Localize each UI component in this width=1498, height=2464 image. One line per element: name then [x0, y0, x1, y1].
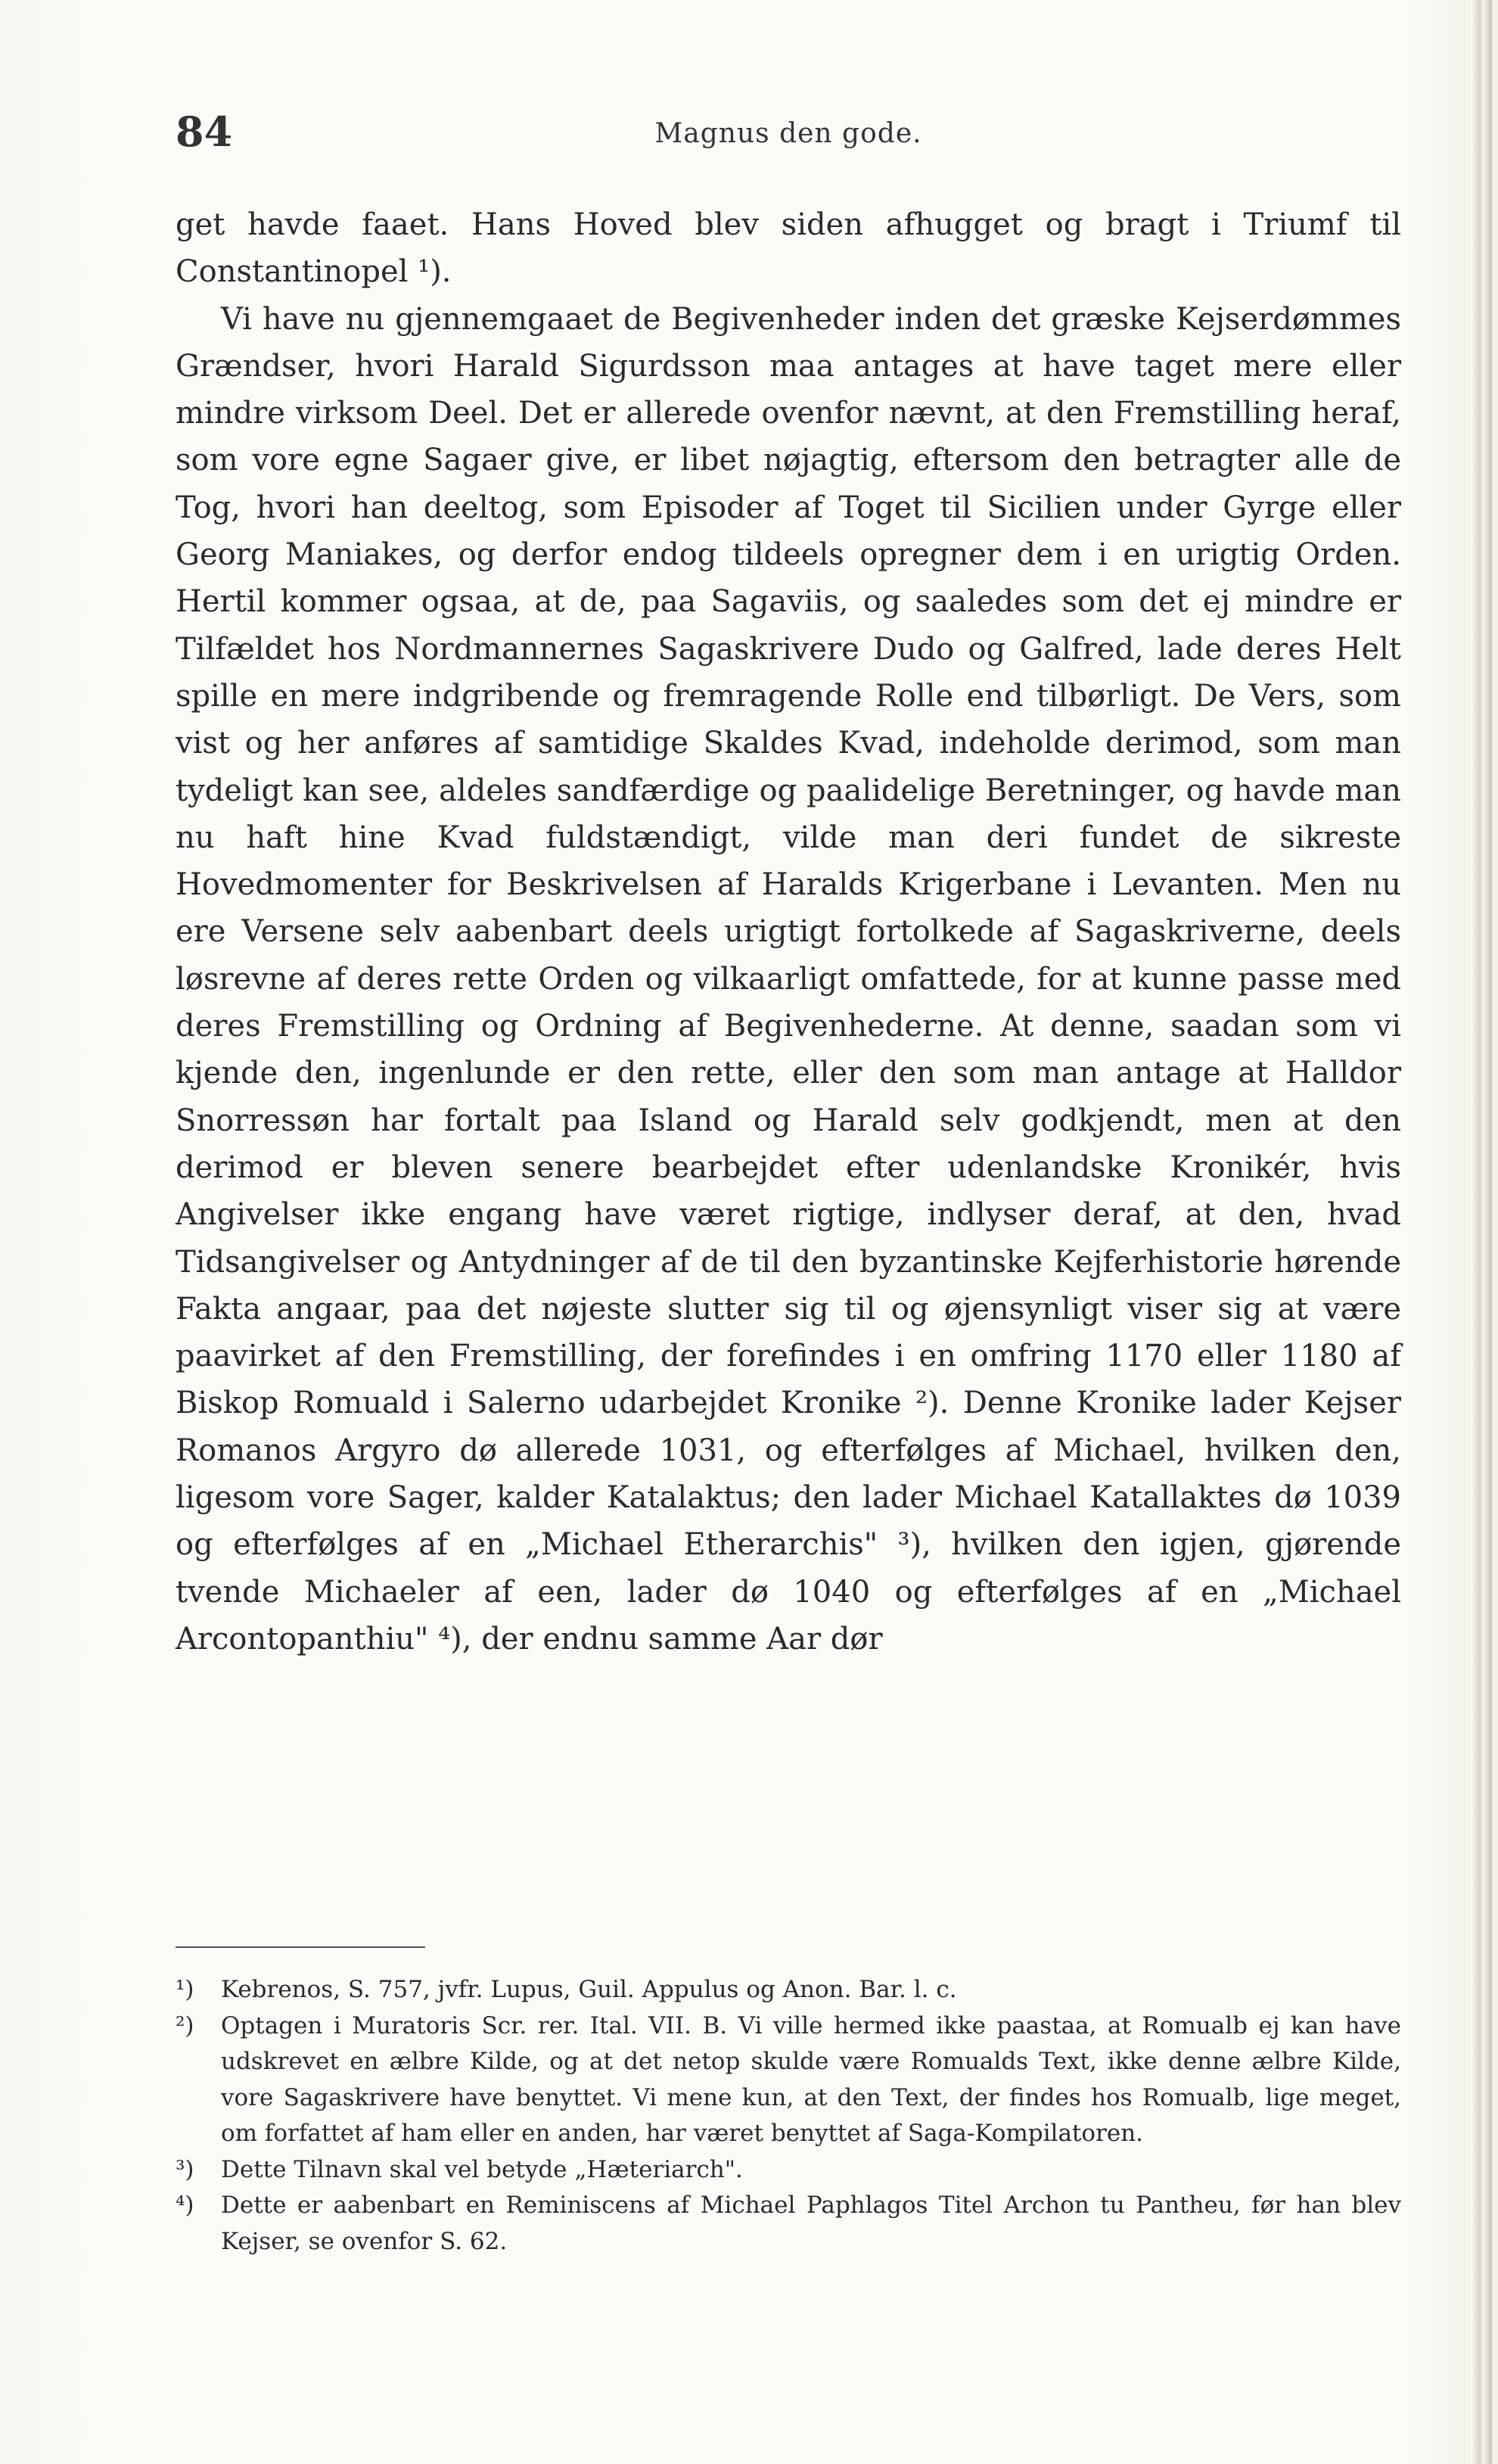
- page-header: [176, 107, 1401, 168]
- footnote: [176, 2008, 1401, 2152]
- footnote-mark: ³): [176, 2155, 194, 2183]
- footnote-mark: ¹): [176, 1976, 194, 2003]
- main-text: [176, 201, 1401, 1663]
- footnote-mark: ⁴): [176, 2192, 194, 2219]
- footnote-text: Dette Tilnavn skal vel betyde „Hæteriarch".: [221, 2155, 743, 2183]
- paragraph: get havde faaet. Hans Hoved blev siden afhugget og bragt i Triumf til Constantinopel ¹).: [176, 207, 1401, 290]
- footnotes: [176, 1972, 1401, 2260]
- running-head: Magnus den gode.: [654, 118, 922, 149]
- page-number: 84: [176, 107, 233, 156]
- footnote-mark: ²): [176, 2011, 194, 2039]
- footnote-text: Optagen i Muratoris Scr. rer. Ital. VII. B. Vi ville hermed ikke paastaa, at Romualb ej kan have udskrevet en ælbre Kilde, og at det netop skulde være Romualds Text, ikke denne ælbre Kilde, vore Sagaskrivere have benyttet. Vi mene kun, at den Text, der findes hos Romualb, lige meget, om forfattet af ham eller en anden, har været benyttet af Saga-Kompilatoren.: [221, 2011, 1401, 2147]
- footnote-text: Dette er aabenbart en Reminiscens af Michael Paphlagos Titel Archon tu Pantheu, før han blev Kejser, se ovenfor S. 62.: [221, 2192, 1401, 2255]
- footnote: [176, 2152, 1401, 2189]
- page-edge: [1471, 0, 1492, 2464]
- footnote-divider: [176, 1946, 425, 1948]
- footnote: [176, 2188, 1401, 2260]
- footnote: [176, 1972, 1401, 2008]
- paragraph: Vi have nu gjennemgaaet de Begivenheder inden det græske Kejserdømmes Grændser, hvori Harald Sigurdsson maa antages at have taget mere eller mindre virksom Deel. Det er allerede ovenfor nævnt, at den Fremstilling heraf, som vore egne Sagaer give, er libet nøjagtig, eftersom den betragter alle de Tog, hvori han deeltog, som Episoder af Toget til Sicilien under Gyrge eller Georg Maniakes, og derfor endog tildeels opregner dem i en urigtig Orden. Hertil kommer ogsaa, at de, paa Sagaviis, og saaledes som det ej mindre er Tilfældet hos Nordmannernes Sagaskrivere Dudo og Galfred, lade deres Helt spille en mere indgribende og fremragende Rolle end tilbørligt. De Vers, som vist og her anføres af samtidige Skaldes Kvad, indeholde derimod, som man tydeligt kan see, aldeles sandfærdige og paalidelige Beretninger, og havde man nu haft hine Kvad fuldstændigt, vilde man deri fundet de sikreste Hovedmomenter for Beskrivelsen af Haralds Krigerbane i Levanten. Men nu ere Versene selv aabenbart deels urigtigt fortolkede af Sagaskriverne, deels løsrevne af deres rette Orden og vilkaarligt omfattede, for at kunne passe med deres Fremstilling og Ordning af Begivenhederne. At denne, saadan som vi kjende den, ingenlunde er den rette, eller den som man antage at Halldor Snorressøn har fortalt paa Island og Harald selv godkjendt, men at den derimod er bleven senere bearbejdet efter udenlandske Kronikér, hvis Angivelser ikke engang have været rigtige, indlyser deraf, at den, hvad Tidsangivelser og Antydninger af de til den byzantinske Kejferhistorie hørende Fakta angaar, paa det nøjeste slutter sig til og øjensynligt viser sig at være paavirket af den Fremstilling, der forefindes i en omfring 1170 eller 1180 af Biskop Romuald i Salerno udarbejdet Kronike ²). Denne Kronike lader Kejser Romanos Argyro dø allerede 1031, og efterfølges af Michael, hvilken den, ligesom vore Sager, kalder Katalaktus; den lader Michael Katallaktes dø 1039 og efterfølges af en „Michael Etherarchis" ³), hvilken den igjen, gjørende tvende Michaeler af een, lader dø 1040 og efterfølges af en „Michael Arcontopanthiu" ⁴), der endnu samme Aar dør: [176, 301, 1401, 1657]
- footnote-text: Kebrenos, S. 757, jvfr. Lupus, Guil. Appulus og Anon. Bar. l. c.: [221, 1976, 957, 2003]
